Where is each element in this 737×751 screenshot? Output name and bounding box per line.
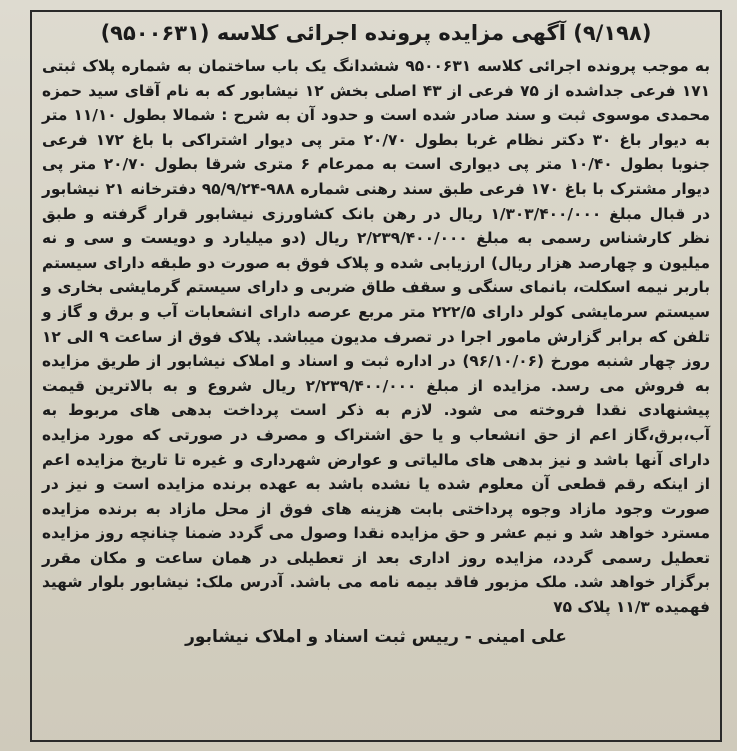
notice-signature: علی امینی - رییس ثبت اسناد و املاک نیشابور <box>185 626 567 647</box>
notice-frame <box>30 10 722 742</box>
notice-body: به موجب پرونده اجرائی کلاسه ۹۵۰۰۶۳۱ ششدانگ یک باب ساختمان به شماره پلاک ثبتی ۱۷۱ فرعی جداشده از ۷۵ فرعی از ۴۳ اصلی بخش ۱۲ نیشابور که به نام آقای سید حمزه محمدی موسوی ثبت و سند صادر شده است و حدود آن به شرح : شمالا بطول ۱۱/۱۰ متر به دیوار باغ ۳۰ دکتر نظام غربا بطول ۲۰/۷۰ متر پی دیوار اشتراکی با باغ ۱۷۲ فرعی جنوبا بطول ۱۰/۴۰ متر پی دیواری است به ممرعام ۶ متری شرقا بطول ۲۰/۷۰ متر پی دیوار مشترک با باغ ۱۷۰ فرعی طبق سند رهنی شماره ۹۸۸-۹۵/۹/۲۴ دفترخانه ۲۱ نیشابور در قبال مبلغ ۱/۳۰۳/۴۰۰/۰۰۰ ریال در رهن بانک کشاورزی نیشابور قرار گرفته و طبق نظر کارشناس رسمی به مبلغ ۲/۲۳۹/۴۰۰/۰۰۰ ریال (دو میلیارد و دویست و سی و نه میلیون و چهارصد هزار ریال) ارزیابی شده و پلاک فوق به صورت دو طبقه دارای سیستم باربر نیمه اسکلت، بانمای سنگی و سقف طاق ضربی و دارای سیستم گرمایشی بخاری و سیستم سرمایشی کولر دارای ۲۲۲/۵ متر مربع عرصه دارای انشعابات آب و برق و گاز و تلفن که برابر گزارش مامور اجرا در تصرف مدیون میباشد. پلاک فوق از ساعت ۹ الی ۱۲ روز چهار شنبه مورخ (۹۶/۱۰/۰۶) در اداره ثبت و اسناد و املاک نیشابور از طریق مزایده به فروش می رسد. مزایده از مبلغ ۲/۲۳۹/۴۰۰/۰۰۰ ریال شروع و به بالاترین قیمت پیشنهادی نقدا فروخته می شود. لازم به ذکر است پرداخت بدهی های مربوط به آب،برق،گاز اعم از حق انشعاب و یا حق اشتراک و مصرف در صورتی که مورد مزایده دارای آنها باشد و نیز بدهی های مالیاتی و عوارض شهرداری و غیره تا تاریخ مزایده اعم از اینکه رقم قطعی آن معلوم شده یا نشده باشد به عهده برنده مزایده است و نیز در صورت وجود مازاد وجوه پرداختی بابت هزینه های فوق از محل مازاد به برنده مزایده مسترد خواهد شد و نیم عشر و حق مزایده نقدا وصول می گردد ضمنا چنانچه روز مزایده تعطیل رسمی گردد، مزایده روز اداری بعد از تعطیلی در همان ساعت و مکان مقرر برگزار خواهد شد. ملک مزبور فاقد بیمه نامه می باشد. آدرس ملک: نیشابور بلوار شهید فهمیده ۱۱/۳ پلاک ۷۵ <box>42 57 711 617</box>
notice-title: (۹/۱۹۸) آگهی مزایده پرونده اجرائی کلاسه (۹۵۰۰۶۳۱) <box>100 21 652 45</box>
